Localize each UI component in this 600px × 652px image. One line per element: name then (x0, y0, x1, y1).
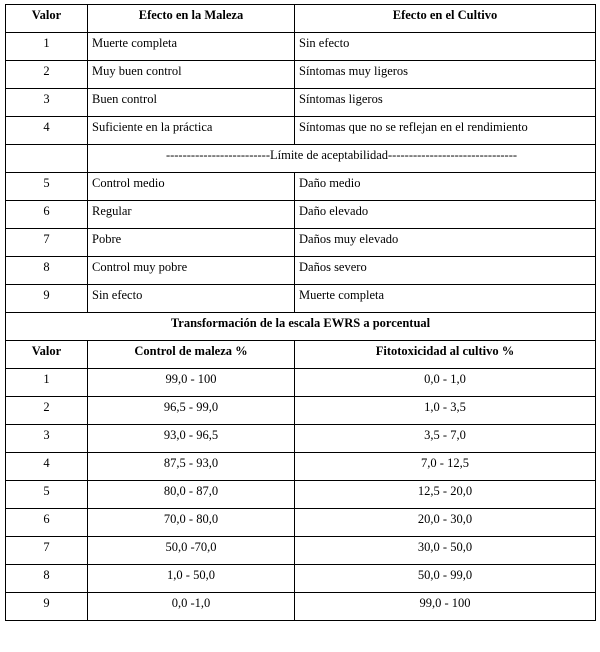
control-cell: 70,0 - 80,0 (88, 509, 295, 537)
table-row (6, 229, 596, 257)
valor-cell: 5 (6, 173, 88, 201)
fito-cell: 50,0 - 99,0 (295, 565, 596, 593)
control-cell: 96,5 - 99,0 (88, 397, 295, 425)
maleza-cell: Muy buen control (88, 61, 295, 89)
fito-cell: 3,5 - 7,0 (295, 425, 596, 453)
valor-cell: 1 (6, 369, 88, 397)
valor-cell: 6 (6, 201, 88, 229)
header-efecto-maleza: Efecto en la Maleza (88, 5, 295, 33)
cultivo-cell: Síntomas ligeros (295, 89, 596, 117)
maleza-cell: Suficiente en la práctica (88, 117, 295, 145)
maleza-cell: Muerte completa (88, 33, 295, 61)
table-row (6, 61, 596, 89)
cultivo-cell: Sin efecto (295, 33, 596, 61)
header-fitotoxicidad: Fitotoxicidad al cultivo % (295, 341, 596, 369)
fito-cell: 0,0 - 1,0 (295, 369, 596, 397)
valor-cell: 8 (6, 257, 88, 285)
cultivo-cell: Daño medio (295, 173, 596, 201)
header-efecto-cultivo: Efecto en el Cultivo (295, 5, 596, 33)
table-row (6, 453, 596, 481)
control-cell: 80,0 - 87,0 (88, 481, 295, 509)
valor-cell: 5 (6, 481, 88, 509)
maleza-cell: Regular (88, 201, 295, 229)
cultivo-cell: Daños severo (295, 257, 596, 285)
header-control-maleza: Control de maleza % (88, 341, 295, 369)
acceptability-limit-row (6, 145, 596, 173)
cultivo-cell: Daños muy elevado (295, 229, 596, 257)
valor-cell: 7 (6, 229, 88, 257)
fito-cell: 30,0 - 50,0 (295, 537, 596, 565)
table-row (6, 201, 596, 229)
header-valor-2: Valor (6, 341, 88, 369)
cultivo-cell: Síntomas que no se reflejan en el rendimiento (295, 117, 596, 145)
transformation-title: Transformación de la escala EWRS a porcentual (6, 313, 596, 341)
control-cell: 93,0 - 96,5 (88, 425, 295, 453)
limit-empty-cell (6, 145, 88, 173)
table-row (6, 285, 596, 313)
table-row (6, 173, 596, 201)
table-row (6, 593, 596, 621)
valor-cell: 2 (6, 397, 88, 425)
table-row (6, 89, 596, 117)
valor-cell: 4 (6, 117, 88, 145)
table-row (6, 509, 596, 537)
valor-cell: 3 (6, 89, 88, 117)
table-row (6, 369, 596, 397)
maleza-cell: Pobre (88, 229, 295, 257)
control-cell: 87,5 - 93,0 (88, 453, 295, 481)
table-row (6, 481, 596, 509)
control-cell: 0,0 -1,0 (88, 593, 295, 621)
fito-cell: 99,0 - 100 (295, 593, 596, 621)
valor-cell: 8 (6, 565, 88, 593)
table-row (6, 397, 596, 425)
valor-cell: 7 (6, 537, 88, 565)
header-valor: Valor (6, 5, 88, 33)
control-cell: 1,0 - 50,0 (88, 565, 295, 593)
cultivo-cell: Síntomas muy ligeros (295, 61, 596, 89)
fito-cell: 1,0 - 3,5 (295, 397, 596, 425)
cultivo-cell: Daño elevado (295, 201, 596, 229)
table-row (6, 565, 596, 593)
ewrs-scale-table (5, 4, 596, 621)
maleza-cell: Buen control (88, 89, 295, 117)
valor-cell: 3 (6, 425, 88, 453)
table-row (6, 33, 596, 61)
fito-cell: 7,0 - 12,5 (295, 453, 596, 481)
valor-cell: 1 (6, 33, 88, 61)
valor-cell: 9 (6, 285, 88, 313)
valor-cell: 4 (6, 453, 88, 481)
valor-cell: 2 (6, 61, 88, 89)
transformation-title-row (6, 313, 596, 341)
transformation-header-row (6, 341, 596, 369)
table-row (6, 425, 596, 453)
cultivo-cell: Muerte completa (295, 285, 596, 313)
maleza-cell: Sin efecto (88, 285, 295, 313)
acceptability-limit-label: -------------------------Límite de aceptabilidad------------------------------- (88, 145, 596, 173)
fito-cell: 12,5 - 20,0 (295, 481, 596, 509)
valor-cell: 9 (6, 593, 88, 621)
maleza-cell: Control medio (88, 173, 295, 201)
scale-header-row (6, 5, 596, 33)
control-cell: 99,0 - 100 (88, 369, 295, 397)
control-cell: 50,0 -70,0 (88, 537, 295, 565)
maleza-cell: Control muy pobre (88, 257, 295, 285)
table-row (6, 537, 596, 565)
fito-cell: 20,0 - 30,0 (295, 509, 596, 537)
table-row (6, 257, 596, 285)
table-row (6, 117, 596, 145)
valor-cell: 6 (6, 509, 88, 537)
